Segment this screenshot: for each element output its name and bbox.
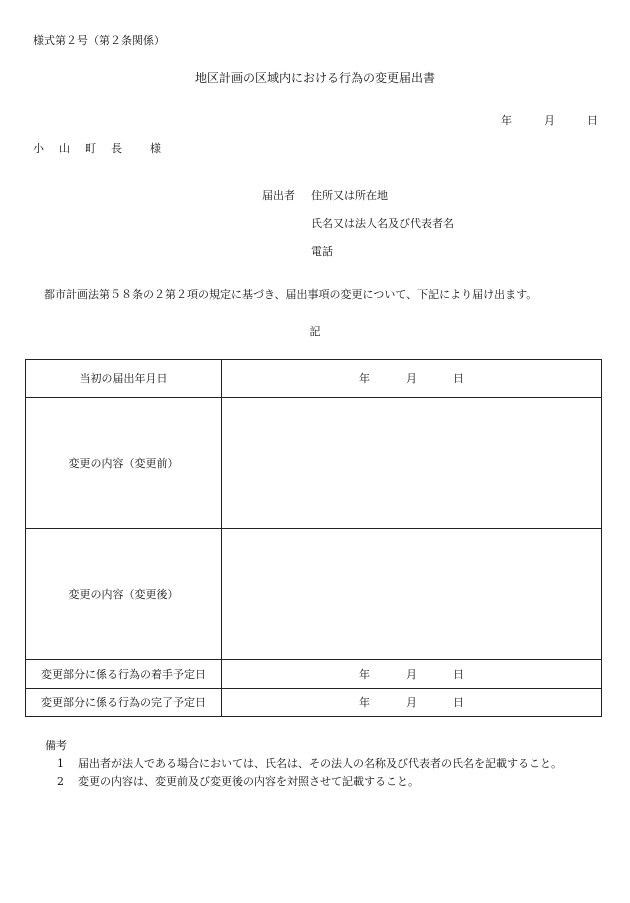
form-number: 様式第２号（第２条関係） <box>33 34 165 47</box>
row-label-original-date: 当初の届出年月日 <box>26 360 222 398</box>
day-label: 日 <box>453 696 464 709</box>
note-text: 変更の内容は、変更前及び変更後の内容を対照させて記載すること。 <box>78 775 419 788</box>
month-label: 月 <box>406 667 417 681</box>
start-date-field[interactable] <box>222 660 602 689</box>
row-label-completion-date: 変更部分に係る行為の完了予定日 <box>26 689 222 717</box>
date-month-label: 月 <box>544 114 555 127</box>
date-year-label: 年 <box>501 114 512 127</box>
document-title: 地区計画の区域内における行為の変更届出書 <box>194 71 435 85</box>
month-label: 月 <box>406 372 417 385</box>
change-details-table <box>25 359 602 717</box>
year-label: 年 <box>359 667 370 681</box>
applicant-name-label: 氏名又は法人名及び代表者名 <box>311 217 454 230</box>
notes-heading: 備考 <box>45 739 67 752</box>
table-row <box>26 660 602 689</box>
applicant-label: 届出者 <box>262 189 295 202</box>
note-item <box>57 776 419 787</box>
table-row <box>26 689 602 717</box>
date-day-label: 日 <box>587 114 598 127</box>
year-label: 年 <box>359 372 370 385</box>
table-row <box>26 398 602 529</box>
row-label-content-after: 変更の内容（変更後） <box>26 529 222 660</box>
row-label-content-before: 変更の内容（変更前） <box>26 398 222 529</box>
content-before-field[interactable] <box>222 398 602 529</box>
content-after-field[interactable] <box>222 529 602 660</box>
table-row <box>26 529 602 660</box>
addressee: 小 山 町 長 様 <box>33 142 163 155</box>
submission-date-line <box>501 115 598 126</box>
ki-heading: 記 <box>309 325 321 338</box>
table-row <box>26 360 602 398</box>
original-date-field[interactable] <box>222 360 602 398</box>
applicant-phone-label: 電話 <box>311 245 333 258</box>
applicant-address-label: 住所又は所在地 <box>311 189 388 202</box>
year-label: 年 <box>359 696 370 709</box>
completion-date-field[interactable] <box>222 689 602 717</box>
day-label: 日 <box>453 372 464 385</box>
month-label: 月 <box>406 696 417 709</box>
day-label: 日 <box>453 667 464 681</box>
note-number: 1 <box>57 757 64 770</box>
body-text: 都市計画法第５８条の２第２項の規定に基づき、届出事項の変更について、下記により届け出ます。 <box>44 288 538 301</box>
note-number: 2 <box>57 775 64 788</box>
row-label-start-date: 変更部分に係る行為の着手予定日 <box>26 660 222 689</box>
note-text: 届出者が法人である場合においては、氏名は、その法人の名称及び代表者の氏名を記載すること。 <box>78 757 562 770</box>
note-item <box>57 758 562 769</box>
